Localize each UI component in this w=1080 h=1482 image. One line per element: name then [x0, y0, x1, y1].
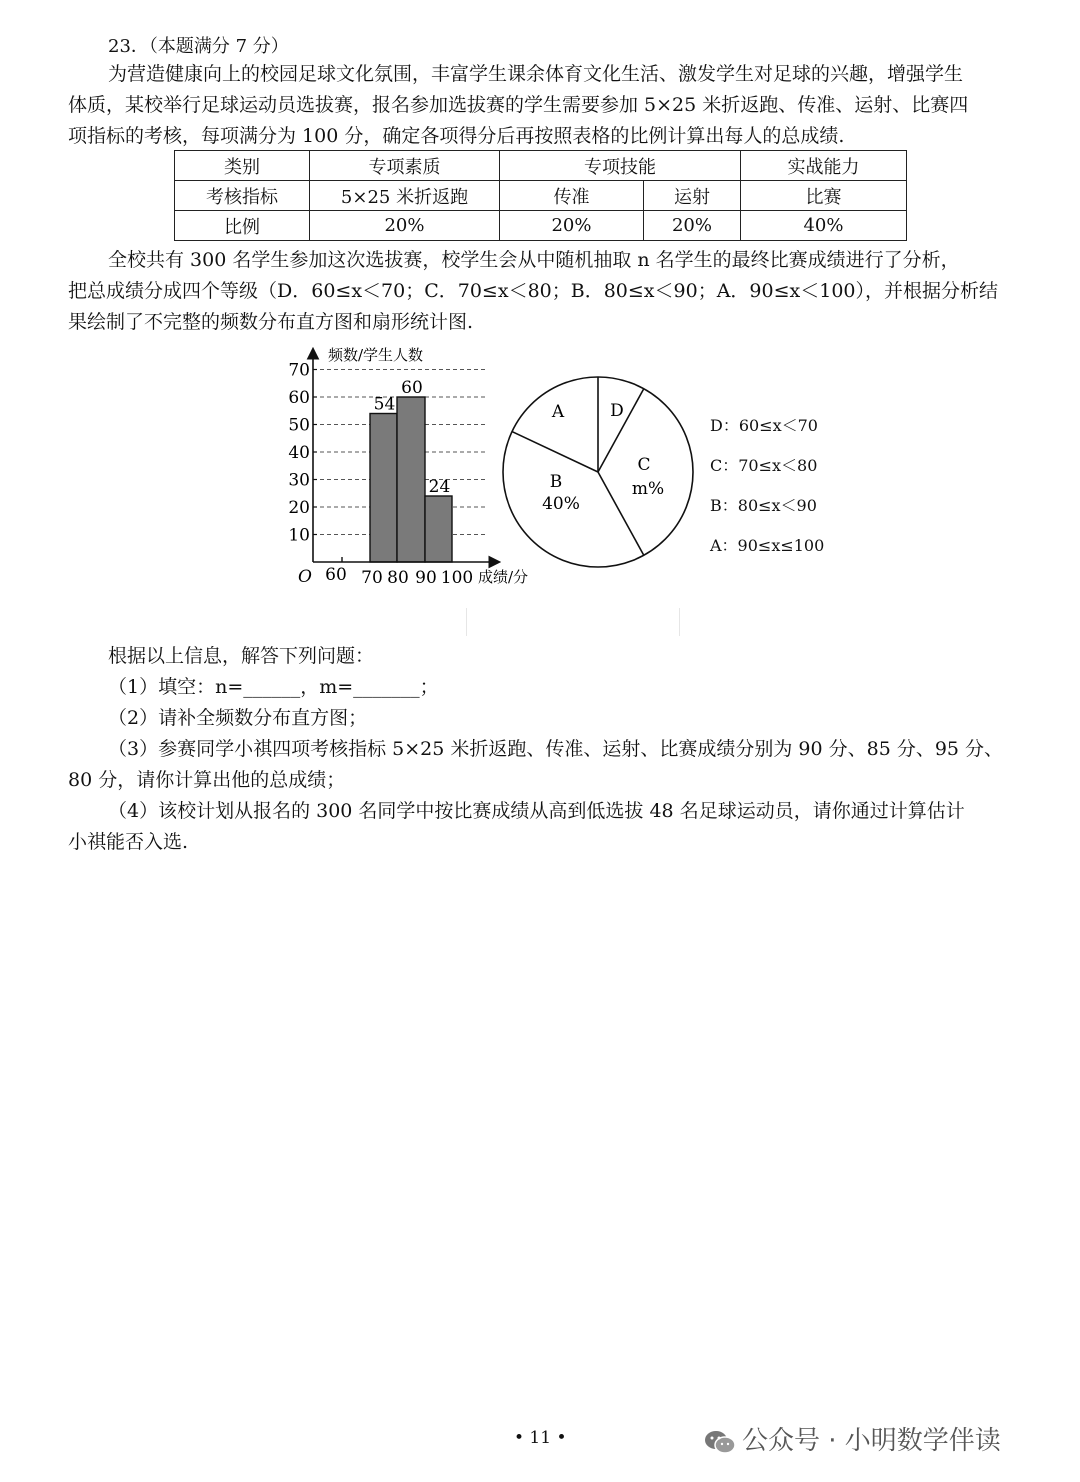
analysis-line-3: 果绘制了不完整的频数分布直方图和扇形统计图. — [68, 311, 474, 333]
y-tick-label-60: 60 — [288, 388, 310, 408]
table-cell: 20% — [644, 211, 741, 241]
x-tick-label-80: 80 — [387, 568, 409, 588]
x-axis-label: 成绩/分 — [478, 568, 529, 586]
scan-mark-right — [679, 608, 680, 636]
part-3-line-1: （3）参赛同学小祺四项考核指标 5×25 米折返跑、传准、运射、比赛成绩分别为 90 分、85 分、95 分、 — [108, 738, 1004, 760]
pie-pct-c: m% — [631, 479, 665, 499]
histogram-bar-70-80 — [370, 414, 397, 563]
table-cell: 专项素质 — [310, 151, 500, 181]
part-2: （2）请补全频数分布直方图； — [108, 707, 368, 729]
table-cell: 20% — [310, 211, 500, 241]
table-cell: 20% — [500, 211, 644, 241]
question-title: 23．（本题满分 7 分） — [108, 36, 289, 57]
y-tick-labels — [288, 361, 310, 546]
watermark-text: 公众号 · 小明数学伴读 — [742, 1426, 1001, 1456]
y-axis-label: 频数/学生人数 — [328, 346, 424, 364]
pie-legend — [710, 406, 824, 566]
table-cell: 比例 — [175, 211, 310, 241]
watermark — [704, 1420, 1001, 1457]
table-cell: 运射 — [644, 181, 741, 211]
x-tick-labels — [325, 565, 473, 588]
part-4-line-1: （4）该校计划从报名的 300 名同学中按比赛成绩从高到低选拔 48 名足球运动员，请你通过计算估计 — [108, 800, 965, 822]
table-cell: 比赛 — [741, 181, 907, 211]
intro-line-2: 体质，某校举行足球运动员选拔赛，报名参加选拔赛的学生需要参加 5×25 米折返跑、传准、运射、比赛四 — [68, 94, 969, 116]
analysis-line-1: 全校共有 300 名学生参加这次选拔赛，校学生会从中随机抽取 n 名学生的最终比赛成绩进行了分析， — [108, 249, 960, 271]
x-tick-label-60: 60 — [325, 565, 347, 585]
bar-label-90-100: 24 — [428, 477, 451, 497]
weight-table — [174, 150, 907, 241]
pie-chart — [498, 372, 698, 572]
y-tick-label-20: 20 — [288, 498, 310, 518]
pie-label-d: D — [610, 401, 624, 421]
prompt-line: 根据以上信息，解答下列问题： — [108, 645, 375, 667]
legend-item-c: C：70≤x＜80 — [710, 456, 818, 475]
bar-label-70-80: 54 — [373, 394, 396, 415]
histogram-bar-90-100 — [425, 496, 452, 562]
pie-label-b: B — [549, 472, 563, 492]
pie-slices — [503, 377, 693, 567]
part-1: （1）填空：n=______，m=_______； — [108, 676, 439, 698]
pie-pct-b: 40% — [542, 494, 580, 514]
wechat-icon — [704, 1429, 736, 1455]
table-cell: 实战能力 — [741, 151, 907, 181]
y-tick-label-70: 70 — [288, 360, 310, 381]
y-tick-label-50: 50 — [288, 415, 310, 436]
histogram-bar-80-90 — [397, 397, 425, 562]
table-cell: 考核指标 — [175, 181, 310, 211]
y-tick-label-30: 30 — [288, 470, 310, 491]
origin-label: O — [298, 567, 312, 587]
intro-line-3: 项指标的考核，每项满分为 100 分，确定各项得分后再按照表格的比例计算出每人的总成绩. — [68, 125, 845, 147]
legend-item-a: A：90≤x≤100 — [710, 536, 825, 555]
table-row — [175, 211, 907, 241]
table-cell: 类别 — [175, 151, 310, 181]
table-cell: 专项技能 — [500, 151, 741, 181]
y-tick-label-10: 10 — [288, 525, 310, 546]
table-cell: 5×25 米折返跑 — [310, 181, 500, 211]
part-3-line-2: 80 分，请你计算出他的总成绩； — [68, 769, 346, 791]
table-row — [175, 151, 907, 181]
intro-line-1: 为营造健康向上的校园足球文化氛围，丰富学生课余体育文化生活、激发学生对足球的兴趣，增强学生 — [108, 63, 964, 85]
legend-item-b: B：80≤x＜90 — [710, 496, 817, 515]
legend-item-d: D：60≤x＜70 — [710, 416, 818, 435]
x-tick-label-70: 70 — [361, 568, 383, 588]
table-row — [175, 181, 907, 211]
analysis-line-2: 把总成绩分成四个等级（D．60≤x＜70；C．70≤x＜80；B．80≤x＜90；A．90≤x＜100），并根据分析结 — [68, 280, 998, 302]
part-4-line-2: 小祺能否入选. — [68, 831, 189, 853]
x-tick-label-100: 100 — [440, 568, 474, 588]
table-cell: 传准 — [500, 181, 644, 211]
table-cell: 40% — [741, 211, 907, 241]
bar-label-80-90: 60 — [401, 378, 423, 398]
y-tick-label-40: 40 — [288, 443, 310, 463]
pie-label-a: A — [551, 402, 565, 422]
scan-mark-left — [466, 608, 467, 636]
x-tick-label-90: 90 — [415, 568, 437, 588]
page-number: • 11 • — [514, 1428, 567, 1448]
pie-label-c: C — [637, 455, 651, 475]
